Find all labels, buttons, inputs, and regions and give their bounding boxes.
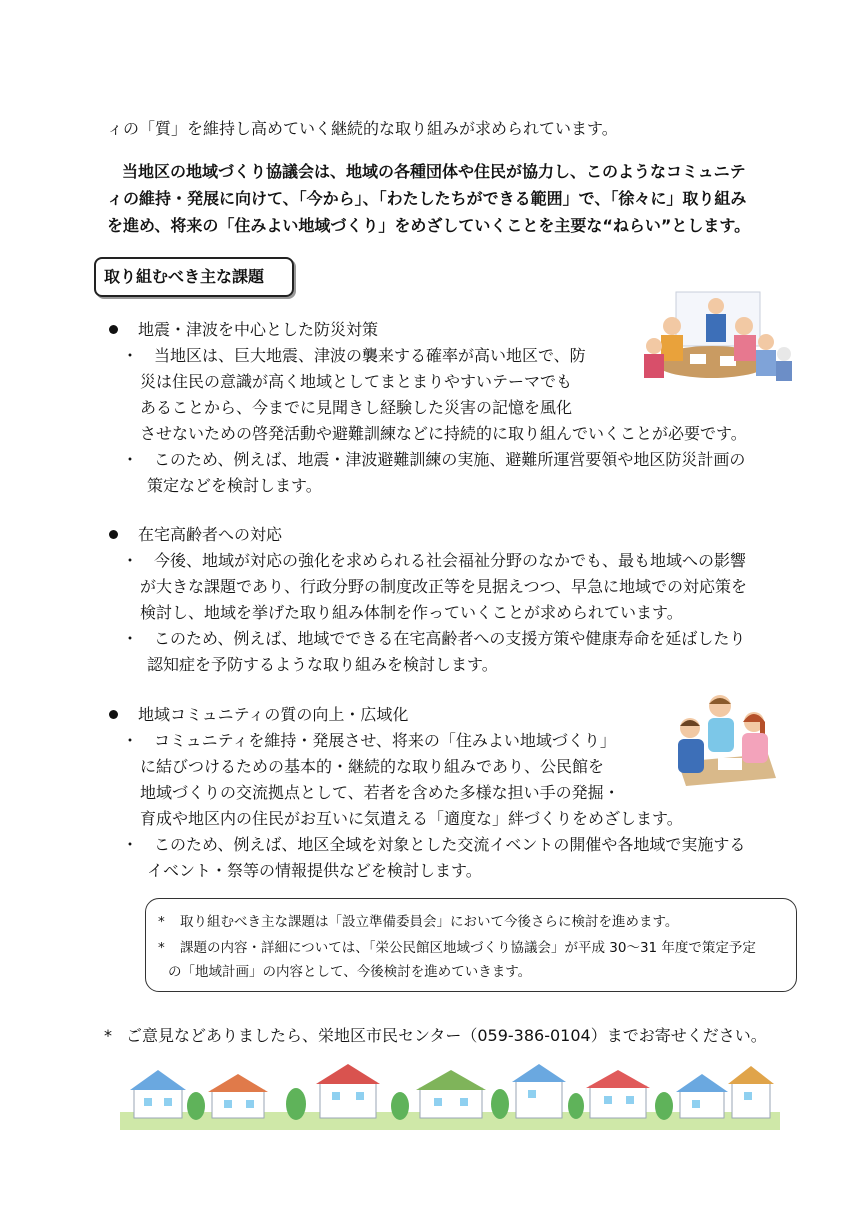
footer-mark: * xyxy=(104,1026,112,1045)
note-mark: * xyxy=(158,914,165,930)
topic-text: コミュニティを維持・発展させ、将来の「住みよい地域づくり」 xyxy=(154,731,616,750)
intro-line: ィの「質」を維持し高めていく継続的な取り組みが求められています。 xyxy=(107,119,618,138)
intro-bold-line: ィの維持・発展に向けて、「今から」、「わたしたちができる範囲」で、「徐々に」取り組み xyxy=(107,189,747,208)
topic-text: 育成や地区内の住民がお互いに気遣える「適度な」絆づくりをめざします。 xyxy=(140,809,683,828)
topic-text: 当地区は、巨大地震、津波の襲来する確率が高い地区で、防 xyxy=(154,346,586,365)
section-heading: 取り組むべき主な課題 xyxy=(94,257,294,297)
note-mark: * xyxy=(158,940,165,956)
dot-marker: ・ xyxy=(122,346,139,365)
footer-contact: ご意見などありましたら、栄地区市民センター（059-386-0104）までお寄せください。 xyxy=(126,1026,767,1045)
bullet-icon xyxy=(109,530,118,539)
topic-text: イベント・祭等の情報提供などを検討します。 xyxy=(147,861,482,880)
townscape-illustration xyxy=(120,1060,780,1130)
note-line: 取り組むべき主な課題は「設立準備委員会」において今後さらに検討を進めます。 xyxy=(180,914,679,930)
dot-marker: ・ xyxy=(122,450,139,469)
topic-text: 今後、地域が対応の強化を求められる社会福祉分野のなかでも、最も地域への影響 xyxy=(154,551,747,570)
topic-text: 災は住民の意識が高く地域としてまとまりやすいテーマでも xyxy=(140,372,573,391)
dot-marker: ・ xyxy=(122,629,139,648)
topic-text: 検討し、地域を挙げた取り組み体制を作っていくことが求められています。 xyxy=(140,603,683,622)
bullet-icon xyxy=(109,325,118,334)
notes-box xyxy=(145,898,797,992)
topic-title: 在宅高齢者への対応 xyxy=(138,525,283,544)
dot-marker: ・ xyxy=(122,835,139,854)
topic-text: に結びつけるための基本的・継続的な取り組みであり、公民館を xyxy=(140,757,605,776)
community-illustration xyxy=(668,692,778,790)
note-line: の「地域計画」の内容として、今後検討を進めていきます。 xyxy=(168,964,532,980)
topic-text: 認知症を予防するような取り組みを検討します。 xyxy=(147,655,498,674)
topic-title: 地震・津波を中心とした防災対策 xyxy=(138,320,379,339)
intro-bold-line: 当地区の地域づくり協議会は、地域の各種団体や住民が協力し、このようなコミュニテ xyxy=(122,162,746,181)
topic-text: 地域づくりの交流拠点として、若者を含めた多様な担い手の発掘・ xyxy=(140,783,620,802)
topic-title: 地域コミュニティの質の向上・広域化 xyxy=(138,705,409,724)
topic-text: このため、例えば、地震・津波避難訓練の実施、避難所運営要領や地区防災計画の xyxy=(154,450,746,469)
topic-text: が大きな課題であり、行政分野の制度改正等を見据えつつ、早急に地域での対応策を xyxy=(140,577,748,596)
dot-marker: ・ xyxy=(122,551,139,570)
dot-marker: ・ xyxy=(122,731,139,750)
topic-text: このため、例えば、地域でできる在宅高齢者への支援方策や健康寿命を延ばしたり xyxy=(154,629,746,648)
note-line: 課題の内容・詳細については、「栄公民館区地域づくり協議会」が平成 30～31 年度で策定予定 xyxy=(180,940,756,956)
meeting-illustration xyxy=(634,290,794,388)
bullet-icon xyxy=(109,710,118,719)
topic-text: 策定などを検討します。 xyxy=(147,476,322,495)
topic-text: させないための啓発活動や避難訓練などに持続的に取り組んでいくことが必要です。 xyxy=(140,424,747,443)
topic-text: あることから、今までに見聞きし経験した災害の記憶を風化 xyxy=(140,398,573,417)
intro-bold-line: を進め、将来の「住みよい地域づくり」をめざしていくことを主要な“ねらい”とします。 xyxy=(107,216,751,235)
topic-text: このため、例えば、地区全域を対象とした交流イベントの開催や各地域で実施する xyxy=(154,835,746,854)
